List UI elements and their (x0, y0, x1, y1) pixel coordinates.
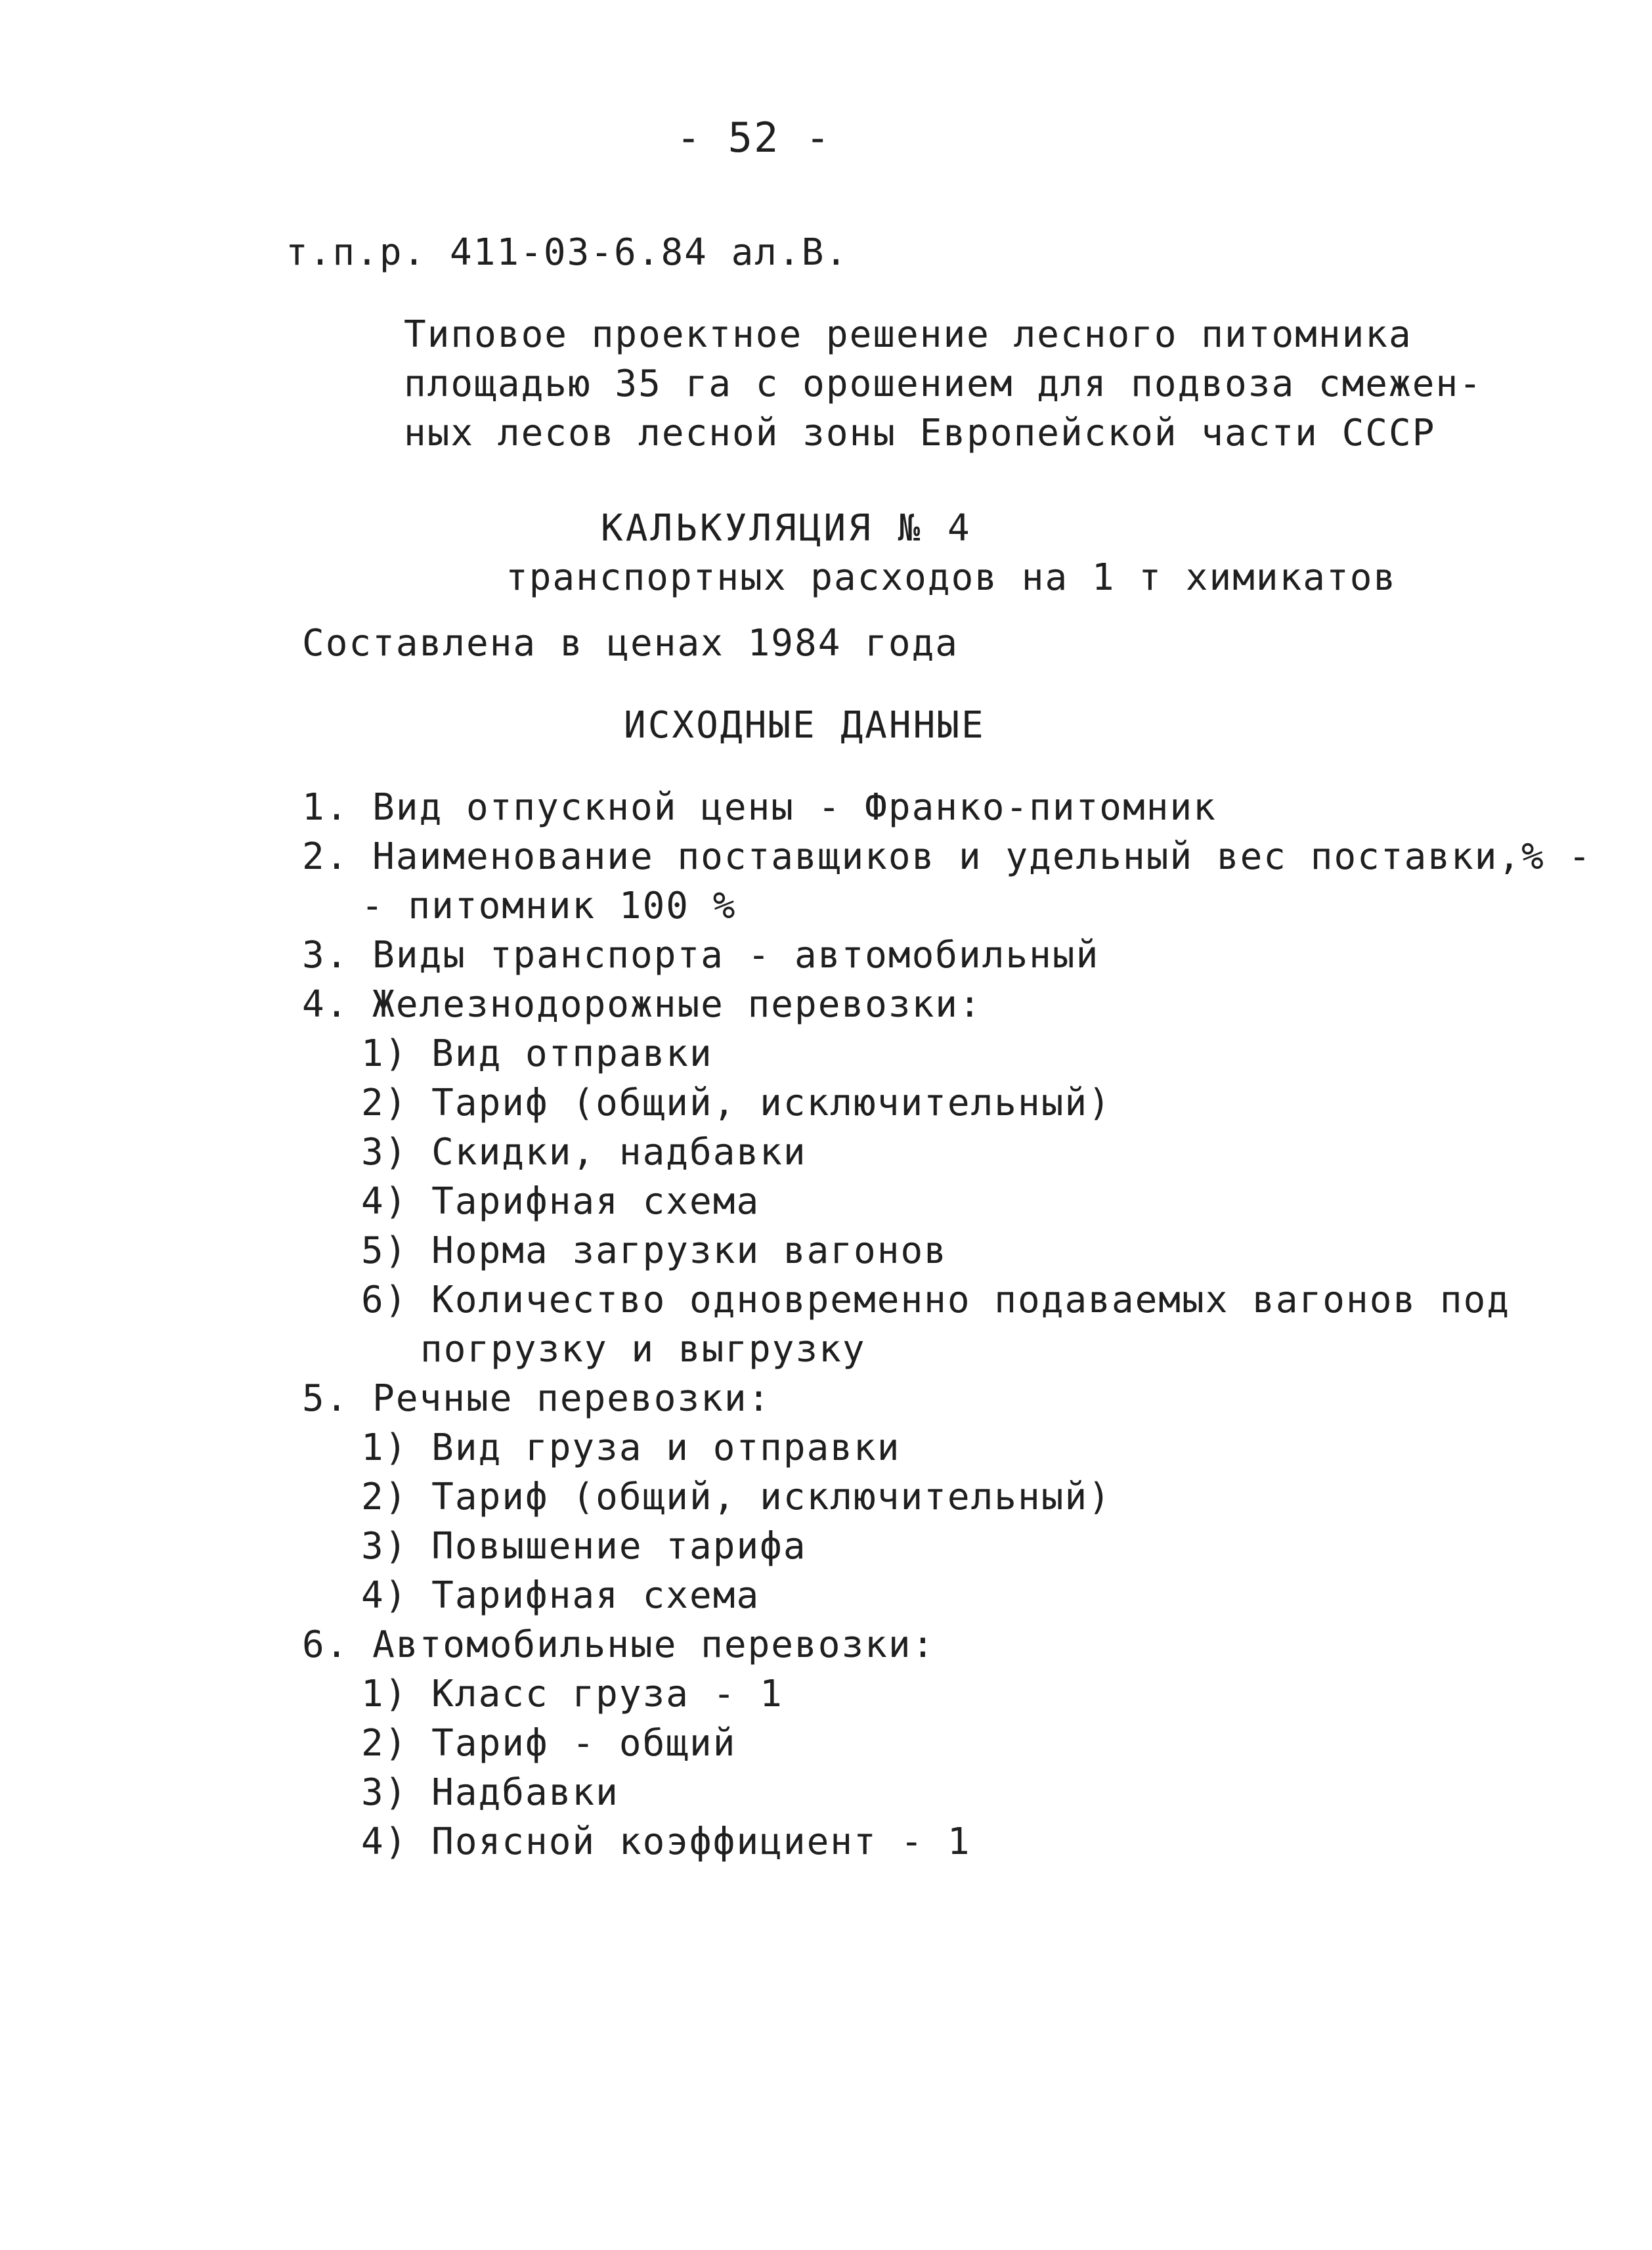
section-4-item-3: 3) Скидки, надбавки (361, 1131, 807, 1174)
section-4-item-2: 2) Тариф (общий, исключительный) (361, 1082, 1112, 1124)
section-3: 3. Виды транспорта - автомобильный (302, 934, 1100, 977)
section-5-item-4: 4) Тарифная схема (361, 1574, 760, 1617)
document-code: т.п.р. 411-03-6.84 ал.В. (286, 231, 849, 274)
section-5-item-2: 2) Тариф (общий, исключительный) (361, 1476, 1112, 1518)
section-6: 6. Автомобильные перевозки: (302, 1623, 936, 1666)
section-4-item-6: 6) Количество одновременно подаваемых вагонов под (361, 1279, 1511, 1321)
section-4: 4. Железнодорожные перевозки: (302, 983, 982, 1026)
section-4-item-5: 5) Норма загрузки вагонов (361, 1229, 947, 1272)
prices-note: Составлена в ценах 1984 года (302, 622, 959, 665)
section-6-item-2: 2) Тариф - общий (361, 1722, 737, 1765)
section-6-item-4: 4) Поясной коэффициент - 1 (361, 1820, 971, 1863)
section-5-item-1: 1) Вид груза и отправки (361, 1426, 901, 1469)
section-4-item-4: 4) Тарифная схема (361, 1180, 760, 1223)
section-4-item-6-continuation: погрузку и выгрузку (420, 1328, 866, 1371)
page-number: - 52 - (676, 114, 831, 162)
section-6-item-3: 3) Надбавки (361, 1771, 619, 1814)
source-data-title: ИСХОДНЫЕ ДАННЫЕ (624, 704, 986, 747)
section-6-item-1: 1) Класс груза - 1 (361, 1673, 783, 1715)
section-2: 2. Наименование поставщиков и удельный вес поставки,% - (302, 835, 1592, 878)
section-4-item-1: 1) Вид отправки (361, 1032, 713, 1075)
section-5-item-3: 3) Повышение тарифа (361, 1525, 807, 1568)
intro-line-3: ных лесов лесной зоны Европейской части СССР (404, 412, 1436, 454)
calculation-title: КАЛЬКУЛЯЦИЯ № 4 (601, 507, 972, 550)
calculation-subtitle: транспортных расходов на 1 т химикатов (506, 556, 1397, 599)
intro-line-1: Типовое проектное решение лесного питомника (404, 313, 1412, 356)
intro-line-2: площадью 35 га с орошением для подвоза смежен- (404, 363, 1483, 405)
section-2-continuation: - питомник 100 % (361, 885, 737, 927)
section-1: 1. Вид отпускной цены - Франко-питомник (302, 786, 1217, 829)
section-5: 5. Речные перевозки: (302, 1377, 772, 1420)
